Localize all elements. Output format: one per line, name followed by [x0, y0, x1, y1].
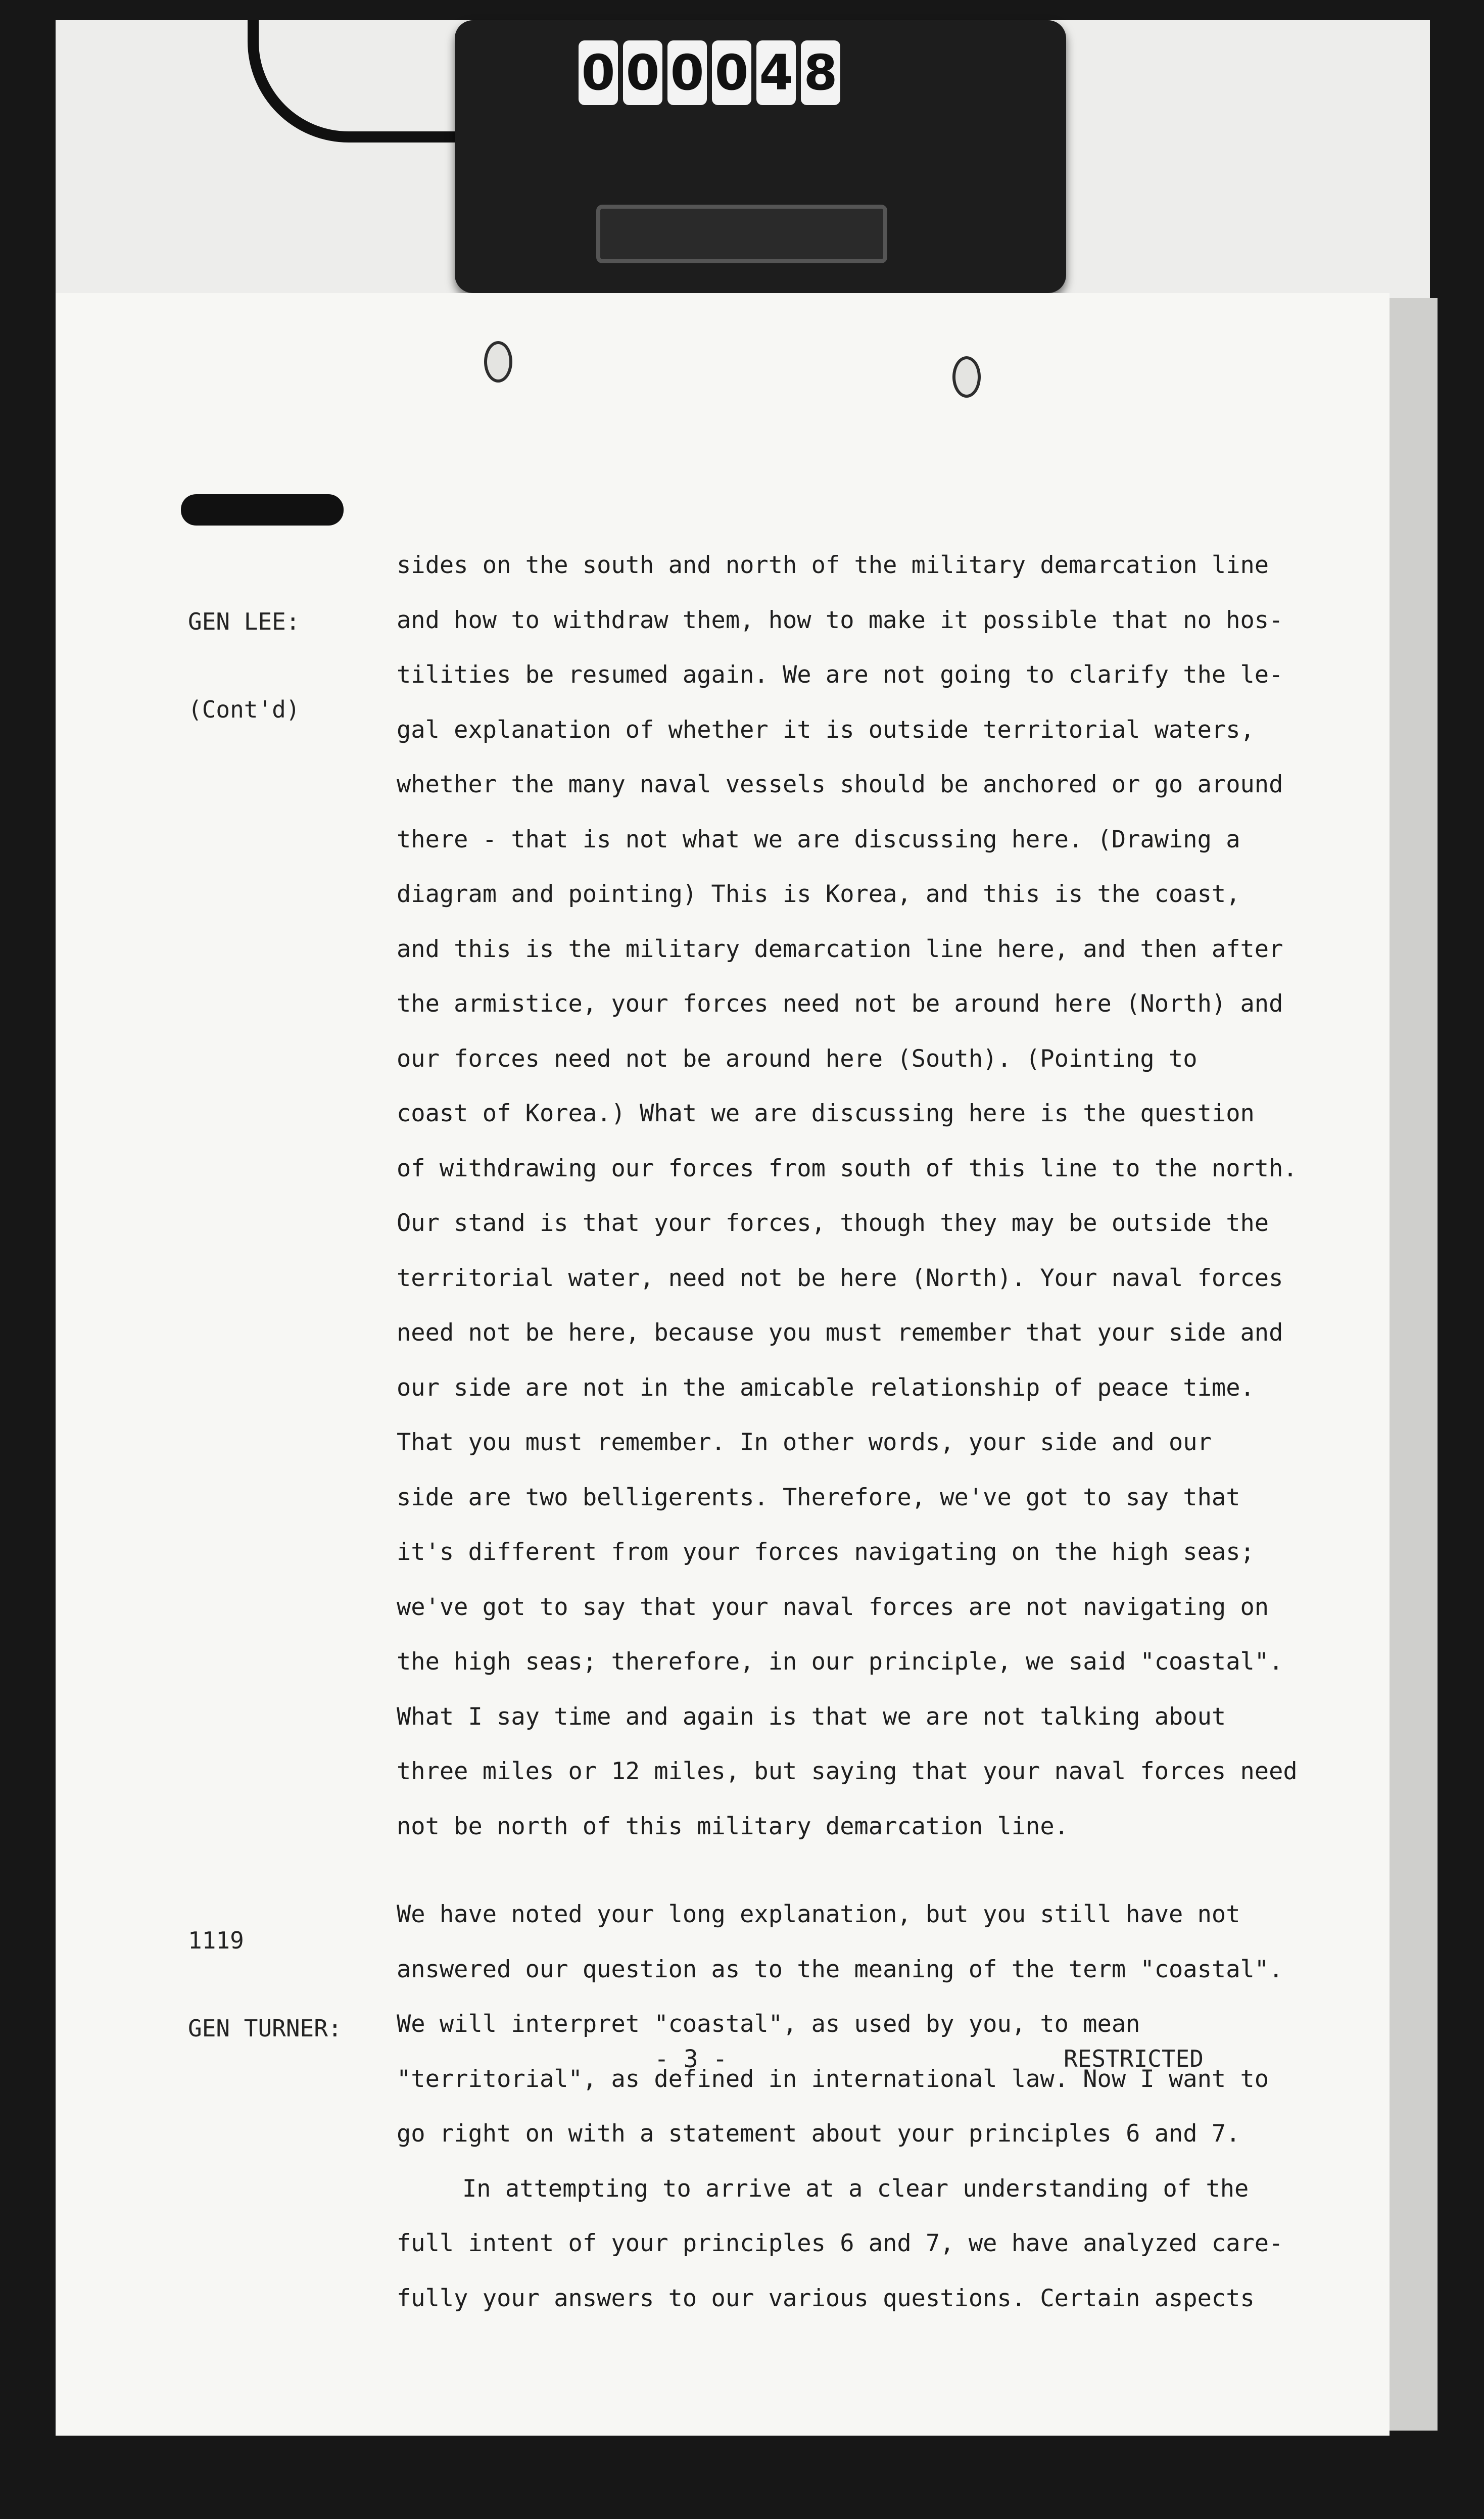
counter-card [56, 20, 1430, 303]
text-line: full intent of your principles 6 and 7, we have analyzed care- [397, 2229, 1283, 2257]
text-line: answered our question as to the meaning of the term "coastal". [397, 1955, 1283, 1983]
counter-digit: 0 [667, 40, 707, 105]
text-line: of withdrawing our forces from south of this line to the north. [397, 1154, 1298, 1182]
text-line: and how to withdraw them, how to make it possible that no hos- [397, 606, 1283, 634]
text-line: go right on with a statement about your principles 6 and 7. [397, 2120, 1240, 2148]
punch-hole-left [484, 341, 512, 383]
counter-digit: 0 [579, 40, 618, 105]
text-line: That you must remember. In other words, your side and our [397, 1429, 1212, 1456]
speaker-name: GEN LEE: [188, 608, 300, 635]
counter-digit: 0 [623, 40, 662, 105]
text-line: our forces need not be around here (South). (Pointing to [397, 1044, 1198, 1073]
counter-digit: 8 [801, 40, 840, 105]
turner-statement [397, 1887, 1283, 2326]
page-edge-shadow [1390, 298, 1438, 2431]
classification-marking: RESTRICTED [1064, 2045, 1204, 2072]
text-line: the high seas; therefore, in our principle, we said "coastal". [397, 1648, 1283, 1676]
text-line: We will interpret "coastal", as used by you, to mean [397, 2010, 1140, 2038]
text-line: territorial water, need not be here (North). Your naval forces [397, 1264, 1283, 1292]
counter-digit: 0 [712, 40, 751, 105]
text-line: tilities be resumed again. We are not going to clarify the le- [397, 661, 1283, 689]
text-line: we've got to say that your naval forces are not navigating on [397, 1593, 1269, 1621]
text-line: gal explanation of whether it is outside territorial waters, [397, 716, 1255, 744]
text-line: sides on the south and north of the military demarcation line [397, 551, 1269, 579]
text-line: not be north of this military demarcation line. [397, 1812, 1069, 1840]
text-line: What I say time and again is that we are not talking about [397, 1702, 1226, 1731]
text-line: We have noted your long explanation, but you still have not [397, 1900, 1240, 1928]
text-line: coast of Korea.) What we are discussing here is the question [397, 1100, 1255, 1127]
counter-nameplate [596, 205, 887, 263]
speaker-label-lee [188, 548, 300, 753]
text-line: need not be here, because you must remember that your side and [397, 1319, 1283, 1347]
text-line: whether the many naval vessels should be anchored or go around [397, 771, 1283, 798]
text-line: it's different from your forces navigating on the high seas; [397, 1538, 1255, 1566]
text-line: our side are not in the amicable relationship of peace time. [397, 1373, 1255, 1402]
text-line: there - that is not what we are discussing here. (Drawing a [397, 825, 1240, 853]
text-line: the armistice, your forces need not be around here (North) and [397, 990, 1283, 1018]
text-line: In attempting to arrive at a clear understanding of the [462, 2174, 1249, 2203]
frame-counter [455, 20, 1066, 293]
text-line: diagram and pointing) This is Korea, and this is the coast, [397, 880, 1240, 908]
text-line: Our stand is that your forces, though they may be outside the [397, 1209, 1269, 1237]
counter-digit: 4 [756, 40, 796, 105]
text-line: three miles or 12 miles, but saying that your naval forces need [397, 1757, 1298, 1785]
speaker-name: GEN TURNER: [188, 2015, 342, 2042]
text-line: "territorial", as defined in international law. Now I want to [397, 2065, 1269, 2093]
counter-digits [579, 40, 840, 106]
speaker-label-turner [188, 1867, 342, 2072]
punch-hole-right [952, 356, 981, 398]
text-line: side are two belligerents. Therefore, we've got to say that [397, 1483, 1240, 1511]
speaker-continued: (Cont'd) [188, 696, 300, 723]
lee-statement [397, 538, 1298, 1854]
redaction-mark [181, 494, 344, 526]
text-line: fully your answers to our various questions. Certain aspects [397, 2284, 1255, 2312]
page-number: - 3 - [654, 2045, 728, 2073]
statement-number: 1119 [188, 1927, 244, 1954]
text-line: and this is the military demarcation line here, and then after [397, 935, 1283, 963]
